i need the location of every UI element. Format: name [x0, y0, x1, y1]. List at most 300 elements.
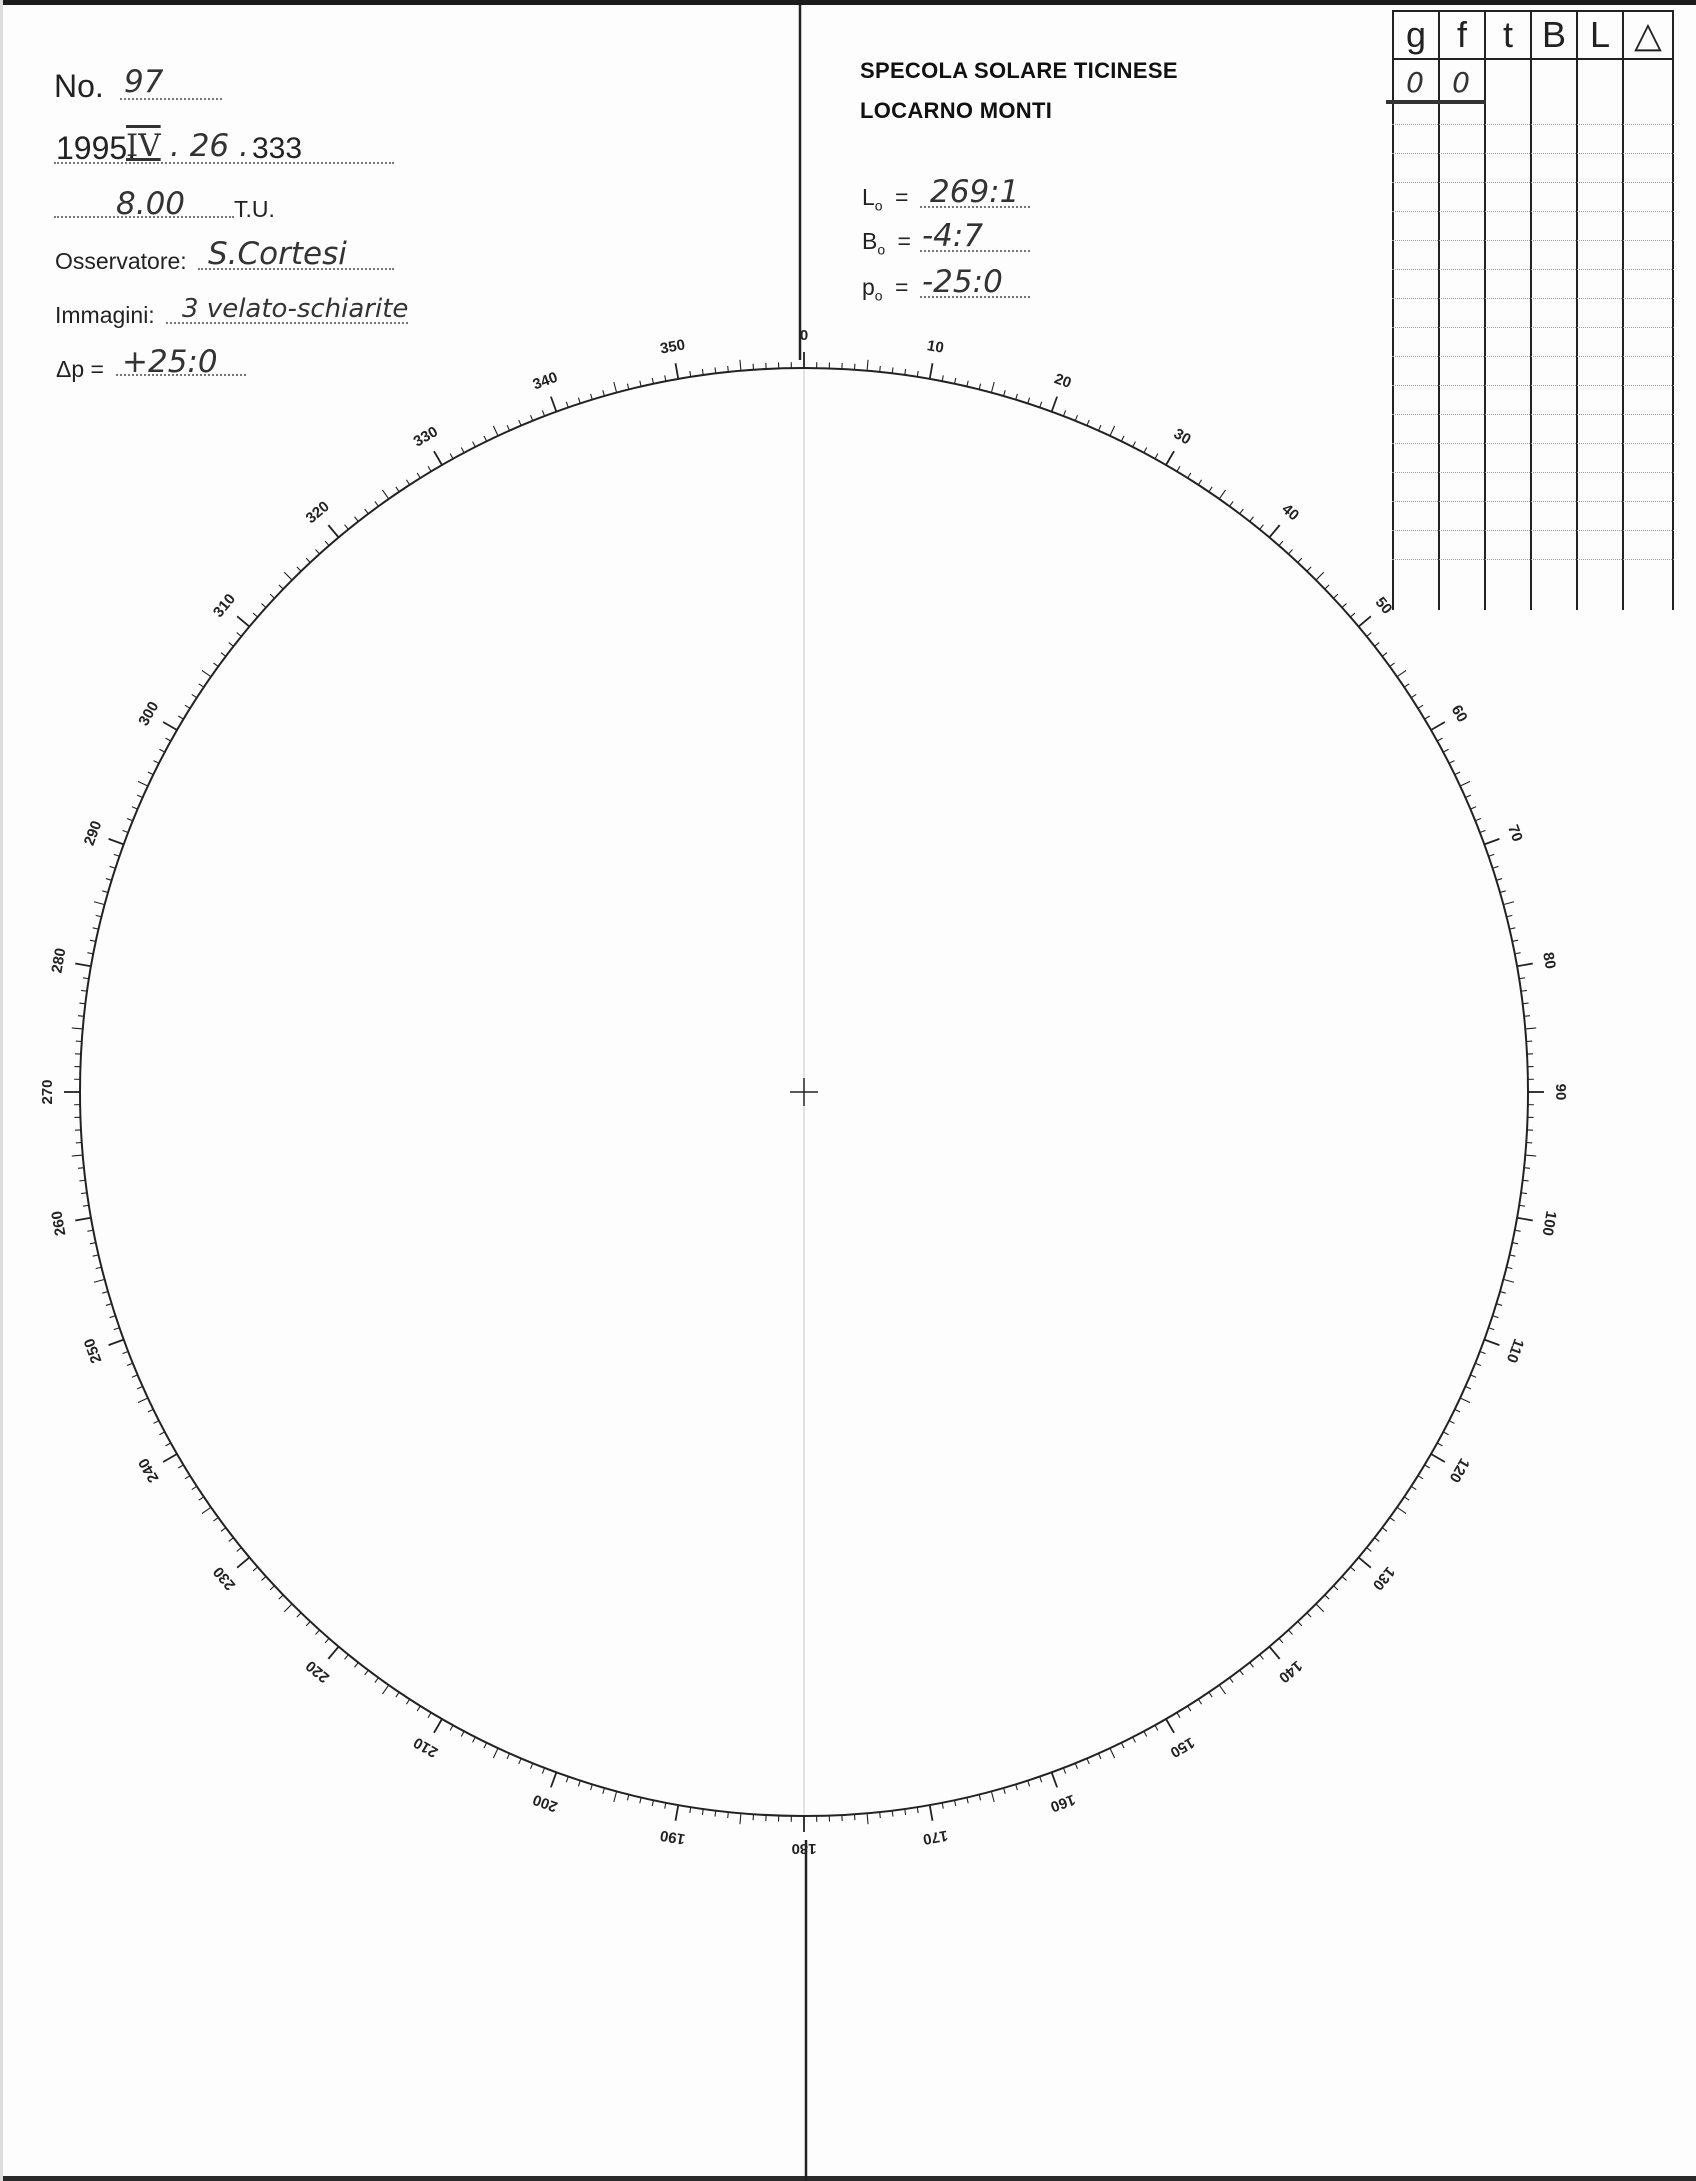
dial-tick: [96, 915, 102, 916]
dial-label: 10: [925, 337, 946, 357]
dial-tick: [979, 384, 980, 390]
dial-tick: [406, 1699, 409, 1704]
dial-tick: [1325, 585, 1329, 589]
dial-tick: [1449, 1421, 1454, 1424]
dial-tick: [1209, 487, 1212, 492]
dial-tick: [507, 1753, 509, 1758]
dial-tick: [1342, 604, 1346, 608]
dial-tick: [578, 398, 580, 404]
dial-tick: [880, 1812, 881, 1818]
dial-tick: [930, 1805, 933, 1821]
dial-tick: [109, 1340, 124, 1345]
dial-tick: [450, 454, 453, 459]
dial-tick: [531, 415, 533, 421]
dial-label: 40: [1278, 500, 1303, 525]
dial-tick: [1269, 525, 1279, 537]
dial-tick: [1063, 1768, 1065, 1774]
dial-tick: [1219, 1685, 1225, 1694]
table-header-l: L: [1576, 10, 1624, 60]
dial-tick: [328, 1647, 338, 1659]
dial-tick: [1188, 1706, 1191, 1711]
dial-tick: [90, 940, 96, 941]
dial-tick: [96, 1267, 102, 1268]
dial-tick: [665, 375, 666, 381]
dial-tick: [328, 525, 338, 537]
dial-tick: [1480, 1351, 1486, 1353]
dial-tick: [542, 410, 544, 416]
b0-value: -4:7: [922, 218, 984, 254]
dial-tick: [1375, 1538, 1380, 1542]
dial-tick: [591, 1784, 593, 1790]
dial-tick: [1052, 397, 1057, 412]
dial-label: 50: [1371, 593, 1396, 618]
dial-tick: [1240, 509, 1244, 514]
date-number: 333: [252, 132, 303, 165]
dial-tick: [213, 1518, 218, 1522]
dial-tick: [78, 1016, 84, 1017]
dial-tick: [867, 360, 868, 371]
dial-tick: [1390, 1518, 1395, 1522]
dial-tick: [1524, 1016, 1530, 1017]
dial-tick: [417, 473, 420, 478]
dial-tick: [640, 1797, 641, 1803]
dial-tick: [417, 1706, 420, 1711]
dial-label: 30: [1170, 425, 1194, 449]
dial-tick: [1144, 1731, 1147, 1736]
dial-tick: [1177, 1713, 1180, 1718]
dial-tick: [1460, 781, 1470, 786]
dial-tick: [110, 1316, 116, 1318]
dial-tick: [1121, 436, 1124, 441]
dial-tick: [676, 1805, 679, 1821]
dial-tick: [138, 781, 148, 786]
dial-tick: [1133, 1737, 1136, 1742]
dial-tick: [967, 381, 968, 387]
dial-tick: [1040, 1777, 1042, 1783]
dial-label: 60: [1447, 702, 1471, 726]
dial-tick: [1250, 517, 1254, 522]
dial-label: 130: [1368, 1563, 1399, 1594]
dial-tick: [1493, 1316, 1499, 1318]
dial-tick: [1437, 1443, 1442, 1446]
dial-tick: [79, 1003, 85, 1004]
dial-tick: [979, 1794, 980, 1800]
dial-tick: [75, 964, 91, 967]
table-header-b: B: [1530, 10, 1578, 60]
dial-tick: [148, 772, 153, 775]
dial-tick: [109, 839, 124, 844]
date-day: . 26 .: [170, 128, 249, 164]
dial-label: 260: [48, 1209, 70, 1238]
dial-tick: [306, 558, 310, 562]
dial-label: 310: [209, 590, 240, 621]
dial-tick: [284, 1604, 292, 1612]
dial-tick: [551, 1772, 556, 1787]
dial-tick: [892, 1811, 893, 1817]
dial-tick: [867, 1813, 868, 1824]
dial-tick: [1465, 1386, 1470, 1388]
dial-tick: [229, 1538, 234, 1542]
dial-tick: [1075, 1763, 1077, 1769]
dial-tick: [665, 1803, 666, 1809]
dial-tick: [1063, 410, 1065, 416]
dial-tick: [1525, 1028, 1536, 1029]
delta-p-label: Δp =: [56, 356, 104, 382]
dial-tick: [473, 1737, 476, 1742]
dial-tick: [1298, 558, 1302, 562]
dial-tick: [1509, 1255, 1515, 1256]
dial-tick: [221, 1528, 226, 1532]
observer-label: Osservatore:: [55, 248, 187, 274]
dial-tick: [1523, 1003, 1529, 1004]
dial-tick: [1316, 1604, 1324, 1612]
dial-label: 0: [799, 326, 809, 344]
dial-tick: [365, 509, 369, 514]
observatory-location: LOCARNO MONTI: [860, 98, 1053, 123]
dial-label: 250: [80, 1336, 106, 1366]
dial-tick: [1390, 663, 1395, 667]
dial-tick: [87, 953, 93, 954]
dial-tick: [1411, 694, 1416, 697]
time-value: 8.00: [116, 186, 186, 222]
dial-tick: [1425, 1465, 1430, 1468]
dial-tick: [106, 1304, 112, 1306]
dial-tick: [967, 1797, 968, 1803]
dial-tick: [1431, 1454, 1445, 1462]
dial-tick: [163, 722, 177, 730]
dial-tick: [1198, 480, 1201, 485]
dial-tick: [325, 541, 329, 546]
dial-tick: [229, 643, 234, 647]
dial-tick: [652, 378, 653, 384]
dial-tick: [382, 1685, 388, 1694]
dial-tick: [1098, 425, 1100, 430]
dial-tick: [1288, 1630, 1292, 1634]
dial-tick: [484, 436, 487, 441]
dial-tick: [519, 420, 521, 426]
dial-tick: [1470, 1375, 1476, 1377]
dial-tick: [102, 1292, 108, 1294]
dial-label: 80: [1539, 950, 1559, 971]
dial-tick: [1515, 953, 1521, 954]
dial-tick: [690, 1807, 691, 1813]
dial-tick: [1397, 1507, 1406, 1513]
dial-tick: [1155, 454, 1158, 459]
dial-tick: [1500, 891, 1506, 893]
time-unit: T.U.: [234, 196, 275, 222]
dial-tick: [892, 367, 893, 373]
dial-tick: [1506, 1267, 1512, 1268]
dial-tick: [396, 1692, 399, 1697]
dial-tick: [1493, 866, 1499, 868]
dial-tick: [345, 1655, 349, 1660]
dial-tick: [715, 1811, 716, 1817]
dial-tick: [917, 371, 918, 377]
dial-tick: [880, 366, 881, 372]
dial-tick: [461, 447, 464, 452]
dial-tick: [1512, 1243, 1518, 1244]
dial-tick: [90, 1243, 96, 1244]
dial-tick: [159, 1432, 164, 1435]
dial-tick: [1418, 1476, 1423, 1479]
dial-tick: [1404, 1497, 1409, 1500]
table-header-t: t: [1484, 10, 1532, 60]
dial-tick: [1334, 594, 1338, 598]
dial-label: 140: [1275, 1656, 1306, 1687]
dial-tick: [1517, 964, 1533, 967]
dial-tick: [253, 1567, 258, 1571]
dial-tick: [345, 525, 349, 530]
dial-tick: [106, 879, 112, 881]
dial-label: 160: [1048, 1790, 1078, 1816]
b0-label: $B_o$ =: [862, 228, 911, 258]
dial-tick: [1028, 398, 1030, 404]
dial-tick: [603, 390, 605, 396]
dial-tick: [627, 384, 628, 390]
dial-tick: [1475, 1363, 1481, 1365]
dial-tick: [728, 1812, 729, 1818]
dial-tick: [461, 1731, 464, 1736]
dial-tick: [382, 490, 388, 499]
dial-tick: [297, 567, 301, 571]
dial-tick: [1334, 1586, 1338, 1590]
dial-tick: [434, 1719, 442, 1733]
l0-value: 269:1: [930, 174, 1020, 210]
dial-label: 300: [135, 698, 163, 729]
dial-tick: [192, 1486, 197, 1489]
dial-tick: [1443, 1432, 1448, 1435]
dial-tick: [1177, 466, 1180, 471]
dial-tick: [237, 1557, 249, 1567]
dial-label: 280: [48, 946, 70, 975]
dial-tick: [627, 1794, 628, 1800]
dial-tick: [428, 466, 431, 471]
dial-tick: [1230, 1678, 1234, 1683]
dial-tick: [1367, 633, 1372, 637]
dial-label: 220: [302, 1656, 333, 1687]
dial-tick: [297, 1613, 301, 1617]
dial-tick: [1455, 1409, 1460, 1412]
dial-tick: [1133, 442, 1136, 447]
dial-tick: [1411, 1486, 1416, 1489]
dial-tick: [163, 1454, 177, 1462]
number-value: 97: [124, 64, 164, 100]
dial-tick: [79, 1180, 85, 1181]
dial-tick: [591, 394, 593, 400]
dial-tick: [740, 360, 741, 371]
dial-tick: [1004, 390, 1006, 396]
table-header-delta: △: [1622, 10, 1674, 60]
dial-tick: [652, 1800, 653, 1806]
dial-tick: [396, 487, 399, 492]
dial-tick: [1443, 749, 1448, 752]
dial-tick: [1166, 1719, 1174, 1733]
cell-g-value: 0: [1406, 66, 1424, 99]
dial-tick: [1166, 451, 1174, 465]
dial-tick: [279, 1595, 283, 1599]
dial-tick: [1260, 525, 1264, 530]
dial-label: 110: [1502, 1336, 1528, 1366]
dial-tick: [542, 1768, 544, 1774]
table-header-g: g: [1392, 10, 1440, 60]
dial-tick: [72, 1155, 83, 1156]
dial-tick: [531, 1763, 533, 1769]
dial-tick: [1342, 1576, 1346, 1580]
dial-tick: [237, 1548, 242, 1552]
dial-tick: [1188, 473, 1191, 478]
dial-tick: [1075, 415, 1077, 421]
dial-tick: [1279, 1638, 1283, 1643]
dial-label: 270: [38, 1079, 56, 1105]
dial-tick: [375, 1678, 379, 1683]
dial-label: 190: [658, 1826, 687, 1848]
dial-tick: [237, 616, 249, 626]
dial-tick: [114, 1328, 120, 1330]
dial-tick: [122, 1351, 128, 1353]
dial-tick: [75, 1218, 91, 1221]
dial-tick: [603, 1788, 605, 1794]
dial-tick: [1496, 1304, 1502, 1306]
dial-tick: [1500, 1292, 1506, 1294]
dial-tick: [1230, 501, 1234, 506]
dial-tick: [434, 451, 442, 465]
dial-tick: [1425, 716, 1430, 719]
dial-tick: [1404, 684, 1409, 687]
dial-tick: [253, 613, 258, 617]
dial-tick: [1288, 550, 1292, 554]
dial-tick: [1512, 940, 1518, 941]
dial-tick: [1359, 616, 1371, 626]
dial-tick: [110, 866, 116, 868]
dial-tick: [1506, 915, 1512, 916]
dial-label: 330: [410, 423, 441, 451]
dial-tick: [942, 375, 943, 381]
dial-tick: [178, 1465, 183, 1468]
dial-tick: [1515, 1230, 1521, 1231]
dial-tick: [676, 363, 679, 379]
dial-tick: [1004, 1788, 1006, 1794]
dial-tick: [566, 402, 568, 408]
dial-tick: [1455, 772, 1460, 775]
dial-tick: [614, 382, 617, 393]
dial-tick: [1449, 761, 1454, 764]
dial-label: 320: [302, 497, 333, 528]
dial-tick: [640, 381, 641, 387]
dial-tick: [740, 1813, 741, 1824]
dial-tick: [1367, 1548, 1372, 1552]
dial-tick: [1307, 1613, 1311, 1617]
dial-label: 90: [1552, 1083, 1570, 1101]
dial-tick: [202, 670, 211, 676]
dial-label: 240: [135, 1455, 163, 1486]
dial-label: 150: [1167, 1733, 1198, 1761]
dial-tick: [137, 1386, 142, 1388]
l0-label: $L_o$ =: [862, 184, 909, 214]
dial-tick: [1517, 1218, 1533, 1221]
dial-label: 70: [1504, 822, 1526, 844]
dial-tick: [1460, 1398, 1470, 1403]
dial-tick: [1016, 394, 1018, 400]
dial-tick: [507, 425, 509, 430]
dial-tick: [137, 795, 142, 797]
dial-tick: [284, 572, 292, 580]
observatory-name: SPECOLA SOLARE TICINESE: [860, 58, 1178, 83]
dial-tick: [355, 1663, 359, 1668]
dial-tick: [917, 1807, 918, 1813]
dial-tick: [365, 1670, 369, 1675]
dial-label: 100: [1538, 1209, 1560, 1238]
dial-tick: [159, 749, 164, 752]
dial-tick: [166, 1443, 171, 1446]
dial-tick: [955, 378, 956, 384]
dial-tick: [154, 761, 159, 764]
date-year: 1995.: [56, 130, 137, 166]
table-header-f: f: [1438, 10, 1486, 60]
dial-tick: [493, 1748, 498, 1758]
dial-tick: [942, 1803, 943, 1809]
dial-tick: [1052, 1772, 1057, 1787]
dial-tick: [1028, 1781, 1030, 1787]
dial-tick: [1350, 1567, 1355, 1571]
dial-tick: [83, 978, 89, 979]
dial-tick: [1121, 1743, 1124, 1748]
dial-label: 210: [410, 1733, 441, 1761]
dial-tick: [93, 928, 99, 929]
dial-tick: [355, 517, 359, 522]
dial-tick: [1359, 1557, 1371, 1567]
dial-tick: [270, 1586, 274, 1590]
dial-tick: [930, 363, 933, 379]
dial-tick: [1503, 902, 1514, 905]
dial-tick: [1523, 1180, 1529, 1181]
dial-tick: [578, 1781, 580, 1787]
dial-tick: [1110, 1748, 1115, 1758]
dial-tick: [1298, 1622, 1302, 1626]
dial-tick: [991, 1791, 994, 1802]
dial-tick: [316, 1630, 320, 1634]
dial-tick: [614, 1791, 617, 1802]
dial-label: 350: [658, 336, 687, 358]
dial-tick: [955, 1800, 956, 1806]
dial-tick: [1110, 426, 1115, 436]
dial-label: 200: [530, 1790, 560, 1816]
dial-tick: [166, 738, 171, 741]
dial-tick: [178, 716, 183, 719]
cell-f-value: 0: [1452, 66, 1470, 99]
dial-tick: [78, 1168, 84, 1169]
dial-tick: [1040, 402, 1042, 408]
dial-tick: [87, 1230, 93, 1231]
dial-tick: [1307, 567, 1311, 571]
dial-tick: [1503, 1279, 1514, 1282]
dial-tick: [991, 382, 994, 393]
dial-tick: [316, 550, 320, 554]
observer-value: S.Cortesi: [208, 236, 347, 272]
dial-tick: [262, 1576, 266, 1580]
dial-tick: [132, 807, 138, 809]
dial-tick: [406, 480, 409, 485]
images-value: 3 velato-schiarite: [182, 294, 409, 324]
dial-tick: [428, 1713, 431, 1718]
dial-tick: [1260, 1655, 1264, 1660]
dial-label: 340: [530, 368, 560, 394]
dial-tick: [1087, 1758, 1089, 1764]
dial-tick: [127, 819, 133, 821]
dial-tick: [127, 1363, 133, 1365]
dial-tick: [1470, 807, 1476, 809]
dial-tick: [551, 397, 556, 412]
dial-tick: [1397, 670, 1406, 676]
